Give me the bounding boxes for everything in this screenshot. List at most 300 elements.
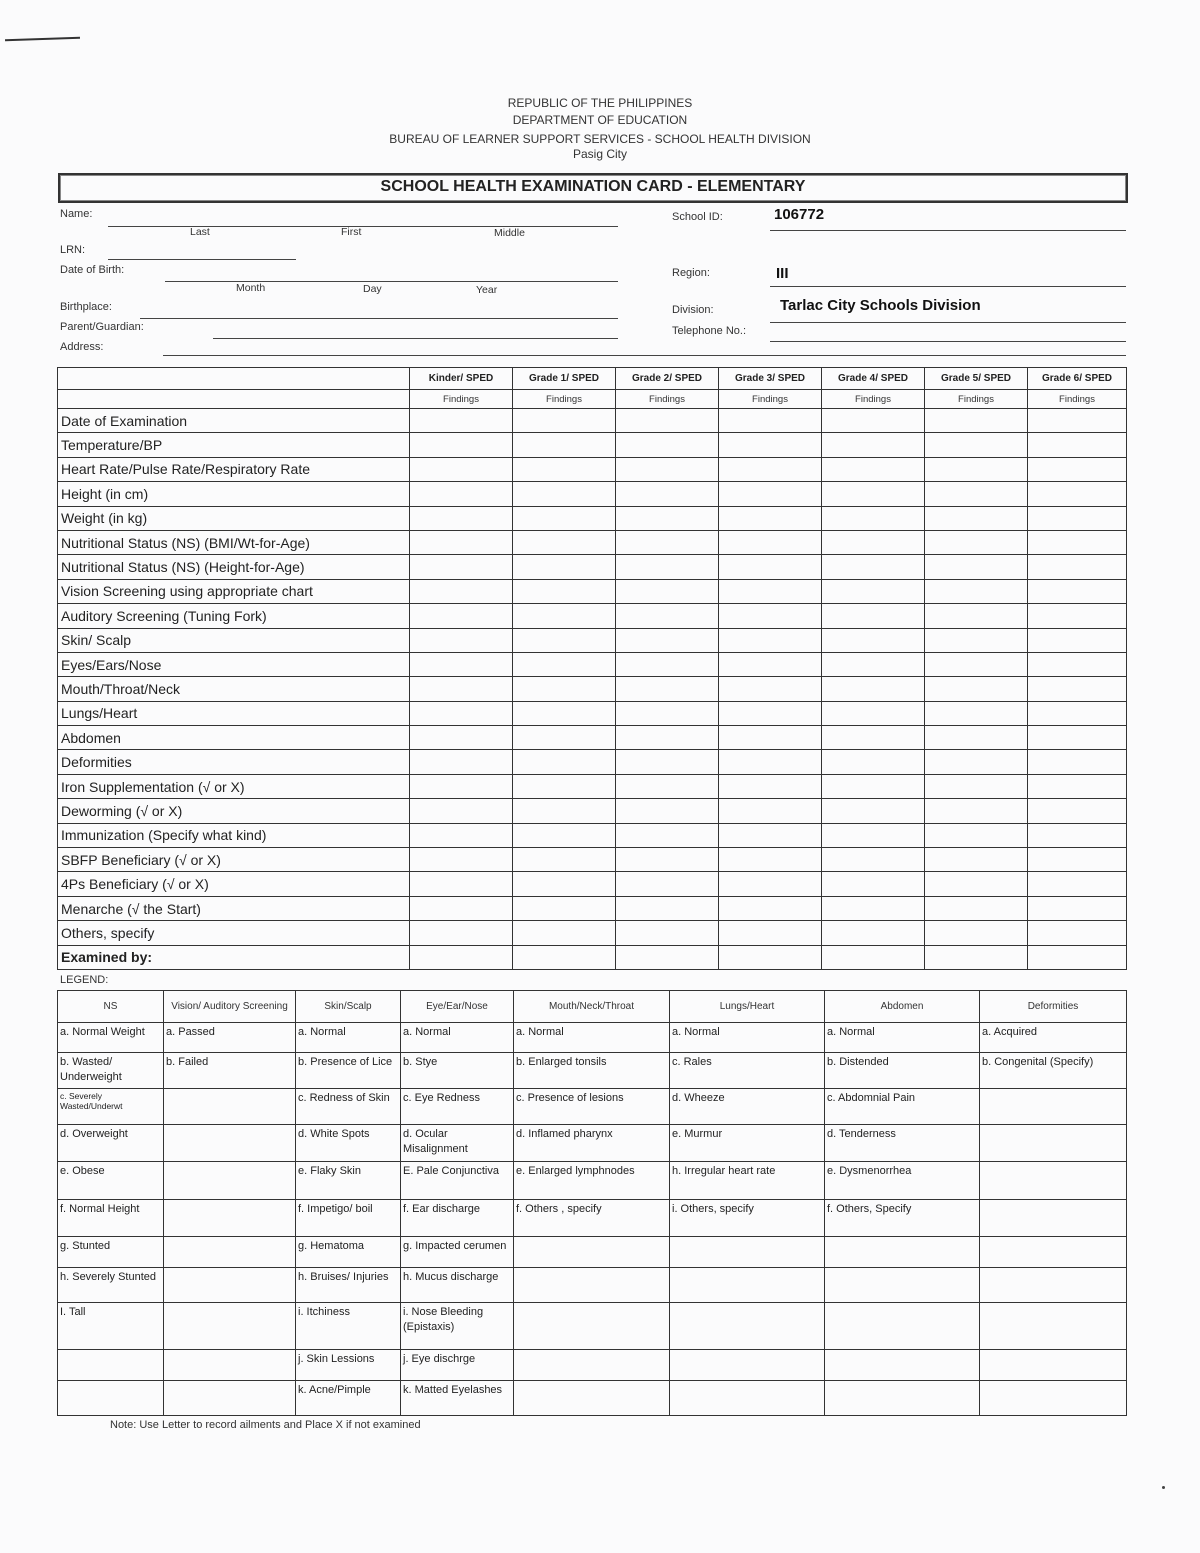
legend-header: Lungs/Heart bbox=[670, 991, 825, 1023]
grade-header: Grade 5/ SPED bbox=[925, 368, 1028, 390]
finding-cell[interactable] bbox=[719, 482, 822, 506]
finding-cell[interactable] bbox=[616, 555, 719, 579]
finding-cell[interactable] bbox=[925, 848, 1028, 872]
finding-cell[interactable] bbox=[822, 604, 925, 628]
legend-cell bbox=[670, 1381, 825, 1416]
grade-header-row bbox=[58, 368, 1127, 390]
dob-field[interactable] bbox=[165, 281, 618, 282]
header-blank bbox=[58, 368, 410, 390]
school-id-field[interactable] bbox=[770, 230, 1126, 231]
finding-cell[interactable] bbox=[616, 530, 719, 554]
legend-cell bbox=[58, 1350, 164, 1381]
finding-cell[interactable] bbox=[410, 872, 513, 896]
legend-cell: j. Eye dischrge bbox=[401, 1350, 514, 1381]
finding-cell[interactable] bbox=[925, 896, 1028, 920]
finding-cell[interactable] bbox=[513, 774, 616, 798]
finding-cell[interactable] bbox=[616, 823, 719, 847]
legend-cell bbox=[980, 1200, 1127, 1237]
legend-cell: a. Acquired bbox=[980, 1023, 1127, 1053]
finding-cell[interactable] bbox=[822, 848, 925, 872]
exam-row bbox=[58, 896, 1127, 920]
finding-cell[interactable] bbox=[822, 652, 925, 676]
finding-cell[interactable] bbox=[513, 872, 616, 896]
findings-header: Findings bbox=[616, 390, 719, 409]
finding-cell[interactable] bbox=[925, 921, 1028, 945]
exam-row bbox=[58, 799, 1127, 823]
finding-cell[interactable] bbox=[822, 726, 925, 750]
finding-cell[interactable] bbox=[1028, 677, 1127, 701]
finding-cell[interactable] bbox=[616, 457, 719, 481]
lrn-field[interactable] bbox=[108, 259, 296, 260]
legend-cell bbox=[670, 1303, 825, 1350]
exam-row-label: Auditory Screening (Tuning Fork) bbox=[58, 604, 410, 628]
school-id-value: 106772 bbox=[774, 206, 825, 223]
finding-cell[interactable] bbox=[925, 750, 1028, 774]
finding-cell[interactable] bbox=[410, 774, 513, 798]
lrn-label: LRN: bbox=[60, 244, 86, 256]
legend-row bbox=[58, 1162, 1127, 1200]
finding-cell[interactable] bbox=[616, 604, 719, 628]
finding-cell[interactable] bbox=[616, 579, 719, 603]
finding-cell[interactable] bbox=[925, 555, 1028, 579]
finding-cell[interactable] bbox=[822, 555, 925, 579]
name-label: Name: bbox=[60, 208, 93, 220]
finding-cell[interactable] bbox=[719, 506, 822, 530]
finding-cell[interactable] bbox=[822, 799, 925, 823]
finding-cell[interactable] bbox=[719, 604, 822, 628]
finding-cell[interactable] bbox=[616, 506, 719, 530]
legend-cell bbox=[980, 1350, 1127, 1381]
legend-cell: c. Presence of lesions bbox=[514, 1089, 670, 1125]
finding-cell[interactable] bbox=[616, 896, 719, 920]
dob-year-caption: Year bbox=[476, 284, 498, 296]
finding-cell[interactable] bbox=[616, 945, 719, 969]
exam-row-label: Vision Screening using appropriate chart bbox=[58, 579, 410, 603]
finding-cell[interactable] bbox=[616, 872, 719, 896]
finding-cell[interactable] bbox=[925, 799, 1028, 823]
finding-cell[interactable] bbox=[513, 628, 616, 652]
dob-label: Date of Birth: bbox=[60, 264, 125, 276]
legend-cell: b. Enlarged tonsils bbox=[514, 1053, 670, 1089]
finding-cell[interactable] bbox=[925, 530, 1028, 554]
finding-cell[interactable] bbox=[1028, 652, 1127, 676]
finding-cell[interactable] bbox=[616, 652, 719, 676]
finding-cell[interactable] bbox=[410, 555, 513, 579]
legend-header: NS bbox=[58, 991, 164, 1023]
legend-cell bbox=[825, 1237, 980, 1268]
finding-cell[interactable] bbox=[719, 726, 822, 750]
finding-cell[interactable] bbox=[1028, 457, 1127, 481]
finding-cell[interactable] bbox=[410, 848, 513, 872]
finding-cell[interactable] bbox=[410, 823, 513, 847]
exam-row-label: SBFP Beneficiary (√ or X) bbox=[58, 848, 410, 872]
legend-cell: c. Severely Wasted/Underwt bbox=[58, 1089, 164, 1125]
finding-cell[interactable] bbox=[513, 652, 616, 676]
findings-header-row bbox=[58, 390, 1127, 409]
legend-header: Vision/ Auditory Screening bbox=[164, 991, 296, 1023]
address-label: Address: bbox=[60, 341, 104, 353]
finding-cell[interactable] bbox=[822, 823, 925, 847]
finding-cell[interactable] bbox=[925, 409, 1028, 433]
finding-cell[interactable] bbox=[410, 628, 513, 652]
finding-cell[interactable] bbox=[616, 774, 719, 798]
legend-cell: f. Normal Height bbox=[58, 1200, 164, 1237]
name-first-caption: First bbox=[341, 226, 362, 238]
finding-cell[interactable] bbox=[513, 677, 616, 701]
finding-cell[interactable] bbox=[616, 482, 719, 506]
legend-cell: b. Wasted/ Underweight bbox=[58, 1053, 164, 1089]
legend-row bbox=[58, 1200, 1127, 1237]
finding-cell[interactable] bbox=[1028, 433, 1127, 457]
exam-row-label: Weight (in kg) bbox=[58, 506, 410, 530]
name-field[interactable] bbox=[108, 226, 618, 227]
finding-cell[interactable] bbox=[410, 457, 513, 481]
header-bureau: BUREAU OF LEARNER SUPPORT SERVICES - SCHOOL HEALTH DIVISION bbox=[389, 132, 811, 146]
exam-row-label: Skin/ Scalp bbox=[58, 628, 410, 652]
findings-header: Findings bbox=[410, 390, 513, 409]
legend-cell: f. Others , specify bbox=[514, 1200, 670, 1237]
region-field[interactable] bbox=[770, 286, 1126, 287]
finding-cell[interactable] bbox=[719, 677, 822, 701]
finding-cell[interactable] bbox=[1028, 701, 1127, 725]
finding-cell[interactable] bbox=[719, 530, 822, 554]
legend-cell: c. Rales bbox=[670, 1053, 825, 1089]
telephone-label: Telephone No.: bbox=[672, 325, 746, 337]
finding-cell[interactable] bbox=[1028, 579, 1127, 603]
grade-header: Grade 4/ SPED bbox=[822, 368, 925, 390]
finding-cell[interactable] bbox=[410, 677, 513, 701]
finding-cell[interactable] bbox=[513, 530, 616, 554]
legend-row bbox=[58, 1303, 1127, 1350]
legend-cell: d. Inflamed pharynx bbox=[514, 1125, 670, 1162]
legend-cell: d. Tenderness bbox=[825, 1125, 980, 1162]
legend-cell: E. Pale Conjunctiva bbox=[401, 1162, 514, 1200]
scan-speck bbox=[1162, 1486, 1165, 1489]
legend-cell bbox=[980, 1303, 1127, 1350]
finding-cell[interactable] bbox=[513, 579, 616, 603]
exam-row-label: Date of Examination bbox=[58, 409, 410, 433]
finding-cell[interactable] bbox=[513, 823, 616, 847]
finding-cell[interactable] bbox=[822, 872, 925, 896]
findings-header: Findings bbox=[925, 390, 1028, 409]
school-id-label: School ID: bbox=[672, 211, 723, 223]
legend-cell: b. Congenital (Specify) bbox=[980, 1053, 1127, 1089]
exam-row bbox=[58, 628, 1127, 652]
legend-cell bbox=[514, 1303, 670, 1350]
finding-cell[interactable] bbox=[616, 750, 719, 774]
finding-cell[interactable] bbox=[719, 774, 822, 798]
legend-cell: e. Flaky Skin bbox=[296, 1162, 401, 1200]
legend-cell bbox=[58, 1381, 164, 1416]
finding-cell[interactable] bbox=[513, 555, 616, 579]
exam-row-label: Deworming (√ or X) bbox=[58, 799, 410, 823]
finding-cell[interactable] bbox=[513, 604, 616, 628]
legend-cell bbox=[670, 1268, 825, 1303]
finding-cell[interactable] bbox=[925, 701, 1028, 725]
finding-cell[interactable] bbox=[925, 774, 1028, 798]
finding-cell[interactable] bbox=[513, 896, 616, 920]
grade-header: Kinder/ SPED bbox=[410, 368, 513, 390]
legend-cell: f. Impetigo/ boil bbox=[296, 1200, 401, 1237]
finding-cell[interactable] bbox=[822, 677, 925, 701]
finding-cell[interactable] bbox=[822, 750, 925, 774]
legend-cell: c. Eye Redness bbox=[401, 1089, 514, 1125]
grade-header: Grade 2/ SPED bbox=[616, 368, 719, 390]
exam-row bbox=[58, 579, 1127, 603]
finding-cell[interactable] bbox=[513, 945, 616, 969]
finding-cell[interactable] bbox=[719, 555, 822, 579]
finding-cell[interactable] bbox=[719, 799, 822, 823]
finding-cell[interactable] bbox=[513, 701, 616, 725]
finding-cell[interactable] bbox=[410, 506, 513, 530]
legend-header: Skin/Scalp bbox=[296, 991, 401, 1023]
exam-row bbox=[58, 433, 1127, 457]
legend-header: Mouth/Neck/Throat bbox=[514, 991, 670, 1023]
grade-header: Grade 6/ SPED bbox=[1028, 368, 1127, 390]
finding-cell[interactable] bbox=[616, 433, 719, 457]
finding-cell[interactable] bbox=[925, 604, 1028, 628]
legend-cell bbox=[980, 1162, 1127, 1200]
division-field[interactable] bbox=[770, 322, 1126, 323]
finding-cell[interactable] bbox=[822, 896, 925, 920]
exam-row bbox=[58, 848, 1127, 872]
exam-row-label: Abdomen bbox=[58, 726, 410, 750]
legend-cell: b. Failed bbox=[164, 1053, 296, 1089]
legend-cell: d. Ocular Misalignment bbox=[401, 1125, 514, 1162]
findings-header: Findings bbox=[822, 390, 925, 409]
legend-cell: h. Severely Stunted bbox=[58, 1268, 164, 1303]
name-middle-caption: Middle bbox=[494, 227, 525, 239]
finding-cell[interactable] bbox=[1028, 555, 1127, 579]
legend-cell: g. Impacted cerumen bbox=[401, 1237, 514, 1268]
address-field[interactable] bbox=[163, 355, 1126, 356]
finding-cell[interactable] bbox=[925, 457, 1028, 481]
legend-cell bbox=[825, 1268, 980, 1303]
finding-cell[interactable] bbox=[1028, 921, 1127, 945]
finding-cell[interactable] bbox=[513, 799, 616, 823]
finding-cell[interactable] bbox=[1028, 848, 1127, 872]
legend-cell: b. Distended bbox=[825, 1053, 980, 1089]
legend-cell bbox=[514, 1381, 670, 1416]
finding-cell[interactable] bbox=[410, 799, 513, 823]
finding-cell[interactable] bbox=[822, 579, 925, 603]
legend-cell: a. Normal bbox=[670, 1023, 825, 1053]
finding-cell[interactable] bbox=[513, 506, 616, 530]
finding-cell[interactable] bbox=[1028, 896, 1127, 920]
finding-cell[interactable] bbox=[719, 457, 822, 481]
exam-row bbox=[58, 506, 1127, 530]
legend-cell bbox=[164, 1200, 296, 1237]
legend-cell bbox=[980, 1381, 1127, 1416]
legend-header: Eye/Ear/Nose bbox=[401, 991, 514, 1023]
legend-cell bbox=[825, 1350, 980, 1381]
finding-cell[interactable] bbox=[822, 530, 925, 554]
finding-cell[interactable] bbox=[925, 823, 1028, 847]
legend-row bbox=[58, 1053, 1127, 1089]
header-city: Pasig City bbox=[572, 147, 628, 161]
exam-row-label: Deformities bbox=[58, 750, 410, 774]
finding-cell[interactable] bbox=[410, 750, 513, 774]
finding-cell[interactable] bbox=[410, 896, 513, 920]
finding-cell[interactable] bbox=[1028, 604, 1127, 628]
finding-cell[interactable] bbox=[925, 872, 1028, 896]
finding-cell[interactable] bbox=[410, 652, 513, 676]
finding-cell[interactable] bbox=[616, 799, 719, 823]
finding-cell[interactable] bbox=[1028, 750, 1127, 774]
finding-cell[interactable] bbox=[410, 409, 513, 433]
finding-cell[interactable] bbox=[410, 726, 513, 750]
finding-cell[interactable] bbox=[513, 433, 616, 457]
legend-title: LEGEND: bbox=[60, 974, 109, 986]
finding-cell[interactable] bbox=[513, 750, 616, 774]
exam-table bbox=[57, 367, 1127, 970]
finding-cell[interactable] bbox=[719, 579, 822, 603]
finding-cell[interactable] bbox=[513, 726, 616, 750]
legend-cell: e. Obese bbox=[58, 1162, 164, 1200]
finding-cell[interactable] bbox=[719, 848, 822, 872]
finding-cell[interactable] bbox=[1028, 872, 1127, 896]
exam-row bbox=[58, 774, 1127, 798]
finding-cell[interactable] bbox=[719, 652, 822, 676]
finding-cell[interactable] bbox=[616, 677, 719, 701]
finding-cell[interactable] bbox=[719, 628, 822, 652]
note-text: Note: Use Letter to record ailments and Place X if not examined bbox=[110, 1419, 421, 1431]
finding-cell[interactable] bbox=[616, 921, 719, 945]
legend-cell bbox=[514, 1237, 670, 1268]
finding-cell[interactable] bbox=[410, 921, 513, 945]
exam-row bbox=[58, 872, 1127, 896]
finding-cell[interactable] bbox=[925, 506, 1028, 530]
finding-cell[interactable] bbox=[719, 945, 822, 969]
legend-row bbox=[58, 1125, 1127, 1162]
finding-cell[interactable] bbox=[719, 701, 822, 725]
finding-cell[interactable] bbox=[616, 726, 719, 750]
legend-cell: h. Bruises/ Injuries bbox=[296, 1268, 401, 1303]
finding-cell[interactable] bbox=[822, 457, 925, 481]
birthplace-field[interactable] bbox=[140, 318, 618, 319]
finding-cell[interactable] bbox=[719, 750, 822, 774]
exam-row-label: Eyes/Ears/Nose bbox=[58, 652, 410, 676]
finding-cell[interactable] bbox=[1028, 799, 1127, 823]
finding-cell[interactable] bbox=[822, 433, 925, 457]
finding-cell[interactable] bbox=[513, 482, 616, 506]
legend-cell bbox=[164, 1125, 296, 1162]
finding-cell[interactable] bbox=[410, 433, 513, 457]
legend-row bbox=[58, 1268, 1127, 1303]
finding-cell[interactable] bbox=[925, 652, 1028, 676]
finding-cell[interactable] bbox=[1028, 506, 1127, 530]
exam-row bbox=[58, 457, 1127, 481]
finding-cell[interactable] bbox=[719, 433, 822, 457]
finding-cell[interactable] bbox=[822, 945, 925, 969]
finding-cell[interactable] bbox=[410, 945, 513, 969]
finding-cell[interactable] bbox=[1028, 482, 1127, 506]
finding-cell[interactable] bbox=[719, 872, 822, 896]
finding-cell[interactable] bbox=[1028, 530, 1127, 554]
finding-cell[interactable] bbox=[1028, 774, 1127, 798]
finding-cell[interactable] bbox=[616, 628, 719, 652]
exam-row-label: Menarche (√ the Start) bbox=[58, 896, 410, 920]
finding-cell[interactable] bbox=[513, 921, 616, 945]
region-label: Region: bbox=[672, 267, 710, 279]
finding-cell[interactable] bbox=[410, 579, 513, 603]
finding-cell[interactable] bbox=[616, 409, 719, 433]
division-label: Division: bbox=[672, 304, 714, 316]
legend-cell: a. Normal bbox=[825, 1023, 980, 1053]
legend-cell: g. Stunted bbox=[58, 1237, 164, 1268]
finding-cell[interactable] bbox=[410, 604, 513, 628]
legend-table bbox=[57, 990, 1127, 1416]
legend-cell: a. Normal bbox=[401, 1023, 514, 1053]
finding-cell[interactable] bbox=[410, 701, 513, 725]
finding-cell[interactable] bbox=[719, 409, 822, 433]
legend-row bbox=[58, 1089, 1127, 1125]
finding-cell[interactable] bbox=[410, 482, 513, 506]
finding-cell[interactable] bbox=[822, 921, 925, 945]
finding-cell[interactable] bbox=[925, 628, 1028, 652]
legend-cell: f. Ear discharge bbox=[401, 1200, 514, 1237]
legend-cell bbox=[164, 1350, 296, 1381]
legend-cell: d. Overweight bbox=[58, 1125, 164, 1162]
finding-cell[interactable] bbox=[1028, 945, 1127, 969]
finding-cell[interactable] bbox=[1028, 409, 1127, 433]
legend-cell bbox=[164, 1162, 296, 1200]
grade-header: Grade 1/ SPED bbox=[513, 368, 616, 390]
legend-header-row bbox=[58, 991, 1127, 1023]
finding-cell[interactable] bbox=[925, 482, 1028, 506]
finding-cell[interactable] bbox=[616, 701, 719, 725]
finding-cell[interactable] bbox=[719, 823, 822, 847]
finding-cell[interactable] bbox=[719, 921, 822, 945]
exam-row bbox=[58, 750, 1127, 774]
findings-header: Findings bbox=[513, 390, 616, 409]
finding-cell[interactable] bbox=[513, 848, 616, 872]
exam-row-label: Iron Supplementation (√ or X) bbox=[58, 774, 410, 798]
finding-cell[interactable] bbox=[822, 409, 925, 433]
telephone-field[interactable] bbox=[770, 341, 1126, 342]
finding-cell[interactable] bbox=[822, 506, 925, 530]
legend-cell: b. Presence of Lice bbox=[296, 1053, 401, 1089]
finding-cell[interactable] bbox=[1028, 726, 1127, 750]
finding-cell[interactable] bbox=[925, 726, 1028, 750]
finding-cell[interactable] bbox=[925, 433, 1028, 457]
finding-cell[interactable] bbox=[925, 579, 1028, 603]
finding-cell[interactable] bbox=[410, 530, 513, 554]
exam-row-label: Height (in cm) bbox=[58, 482, 410, 506]
parent-field[interactable] bbox=[213, 338, 618, 339]
legend-cell bbox=[670, 1350, 825, 1381]
finding-cell[interactable] bbox=[513, 457, 616, 481]
finding-cell[interactable] bbox=[925, 677, 1028, 701]
finding-cell[interactable] bbox=[1028, 823, 1127, 847]
dob-month-caption: Month bbox=[236, 282, 266, 294]
legend-cell bbox=[980, 1089, 1127, 1125]
finding-cell[interactable] bbox=[822, 774, 925, 798]
legend-cell: h. Mucus discharge bbox=[401, 1268, 514, 1303]
finding-cell[interactable] bbox=[719, 896, 822, 920]
exam-row-label: Examined by: bbox=[58, 945, 410, 969]
finding-cell[interactable] bbox=[616, 848, 719, 872]
finding-cell[interactable] bbox=[822, 482, 925, 506]
finding-cell[interactable] bbox=[513, 409, 616, 433]
finding-cell[interactable] bbox=[822, 628, 925, 652]
finding-cell[interactable] bbox=[925, 945, 1028, 969]
finding-cell[interactable] bbox=[1028, 628, 1127, 652]
legend-cell: k. Acne/Pimple bbox=[296, 1381, 401, 1416]
header-department: DEPARTMENT OF EDUCATION bbox=[512, 113, 688, 127]
exam-row-label: Nutritional Status (NS) (BMI/Wt-for-Age) bbox=[58, 530, 410, 554]
finding-cell[interactable] bbox=[822, 701, 925, 725]
